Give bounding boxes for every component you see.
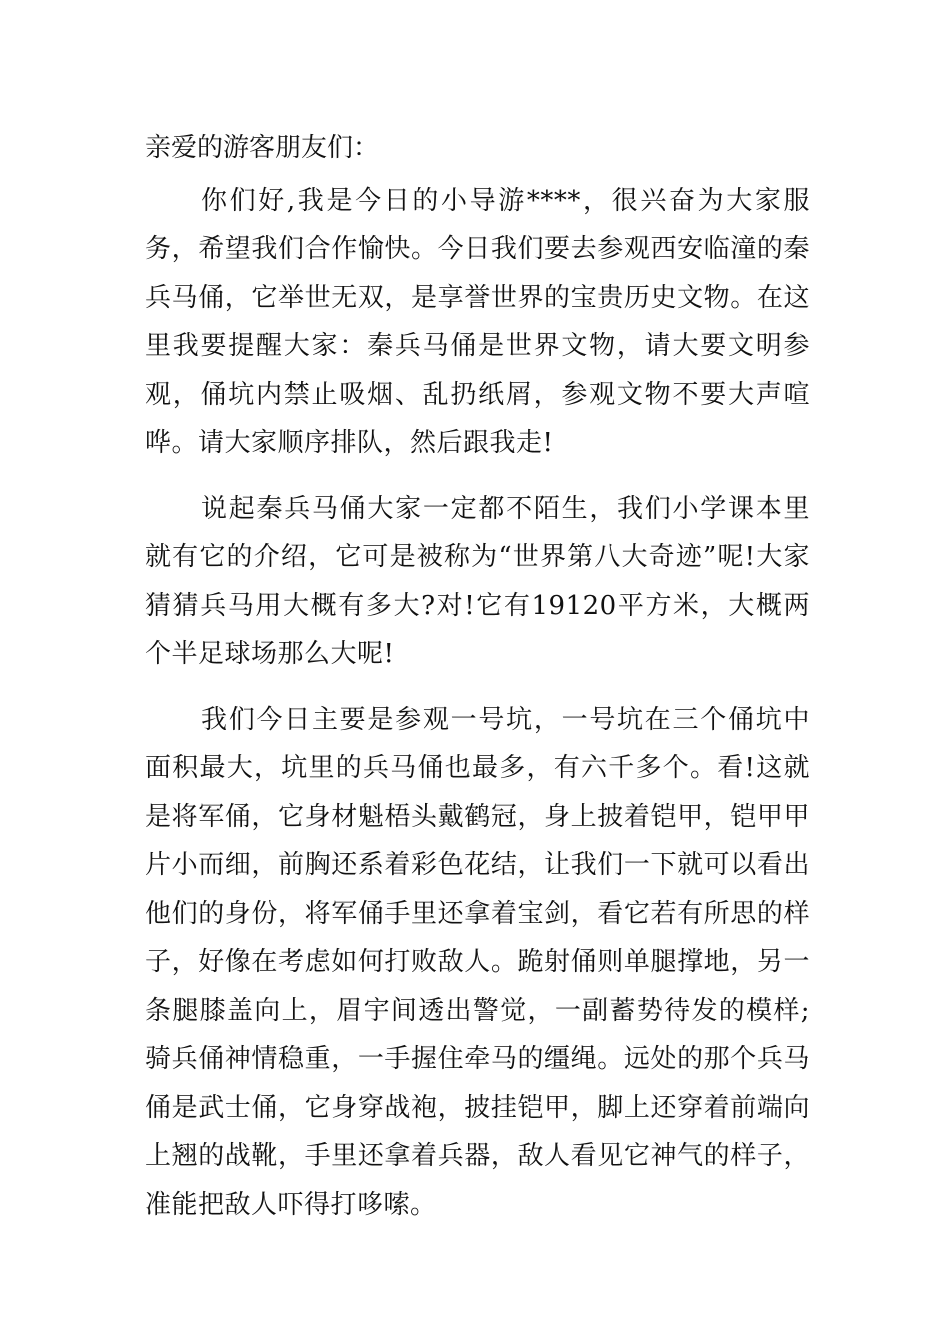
paragraph-pit-one: 我们今日主要是参观一号坑，一号坑在三个俑坑中面积最大，坑里的兵马俑也最多，有六千多个。看!这就是将军俑，它身材魁梧头戴鹤冠，身上披着铠甲，铠甲甲片小而细，前胸还系着彩色花结，让我们一下就可以看出他们的身份，将军俑手里还拿着宝剑，看它若有所思的样子，好像在考虑如何打败敌人。跪射俑则单腿撑地，另一条腿膝盖向上，眉宇间透出警觉，一副蓄势待发的模样;骑兵俑神情稳重，一手握住牵马的缰绳。远处的那个兵马俑是武士俑，它身穿战袍，披挂铠甲，脚上还穿着前端向上翘的战靴，手里还拿着兵器，敌人看见它神气的样子，准能把敌人吓得打哆嗦。 — [145, 704, 810, 1220]
salutation: 亲爱的游客朋友们： — [145, 133, 380, 163]
document-body — [145, 124, 810, 1229]
paragraph-introduction: 说起秦兵马俑大家一定都不陌生，我们小学课本里就有它的介绍，它可是被称为“世界第八大奇迹”呢!大家猜猜兵马用大概有多大?对!它有19120平方米，大概两个半足球场那么大呢! — [145, 493, 810, 669]
paragraph-greeting: 你们好,我是今日的小导游****，很兴奋为大家服务，希望我们合作愉快。今日我们要去参观西安临潼的秦兵马俑，它举世无双，是享誉世界的宝贵历史文物。在这里我要提醒大家：秦兵马俑是世界文物，请大要文明参观，俑坑内禁止吸烟、乱扔纸屑，参观文物不要大声喧哗。请大家顺序排队，然后跟我走! — [145, 185, 810, 458]
